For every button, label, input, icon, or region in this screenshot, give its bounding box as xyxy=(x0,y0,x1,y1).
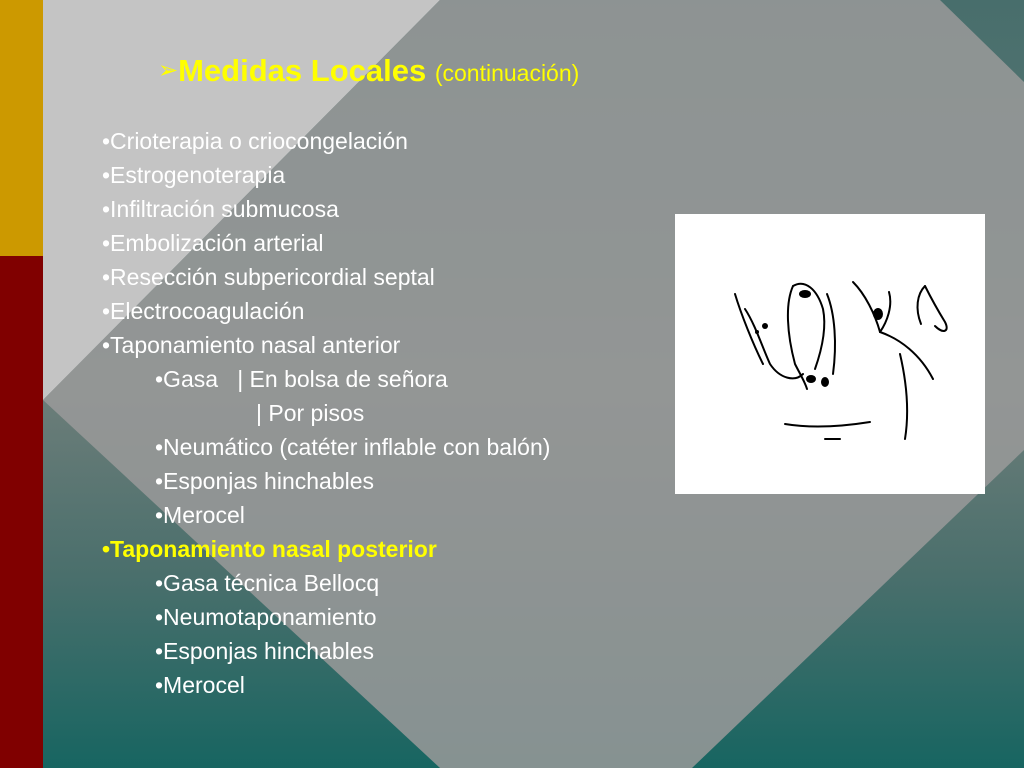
list-item: •Infiltración submucosa xyxy=(102,196,339,222)
list-subitem: •Merocel xyxy=(155,502,245,528)
list-subitem: •Merocel xyxy=(155,672,245,698)
list-item: •Estrogenoterapia xyxy=(102,162,286,188)
slide-title xyxy=(158,52,579,92)
arrow-bullet-icon: ➢ xyxy=(158,57,179,84)
nasal-anatomy-figure xyxy=(675,214,985,494)
list-subitem: •Esponjas hinchables xyxy=(155,468,375,494)
nasal-anatomy-icon xyxy=(675,214,985,494)
list-item: •Electrocoagulación xyxy=(102,298,305,324)
list-item: •Crioterapia o criocongelación xyxy=(102,128,408,154)
list-item: •Embolización arterial xyxy=(102,230,324,256)
list-subitem-continuation: | Por pisos xyxy=(256,400,365,426)
list-item: •Taponamiento nasal anterior xyxy=(102,332,401,358)
title-main: Medidas Locales xyxy=(178,53,427,88)
list-subitem: •Esponjas hinchables xyxy=(155,638,375,664)
list-subitem: •Gasa técnica Bellocq xyxy=(155,570,380,596)
list-item: •Resección subpericordial septal xyxy=(102,264,435,290)
title-subtitle: (continuación) xyxy=(434,60,580,86)
list-subitem: •Neumático (catéter inflable con balón) xyxy=(155,434,551,460)
list-subitem: •Neumotaponamiento xyxy=(155,604,377,630)
list-subitem: •Gasa | En bolsa de señora xyxy=(155,366,448,392)
list-item-highlight: •Taponamiento nasal posterior xyxy=(102,536,437,562)
